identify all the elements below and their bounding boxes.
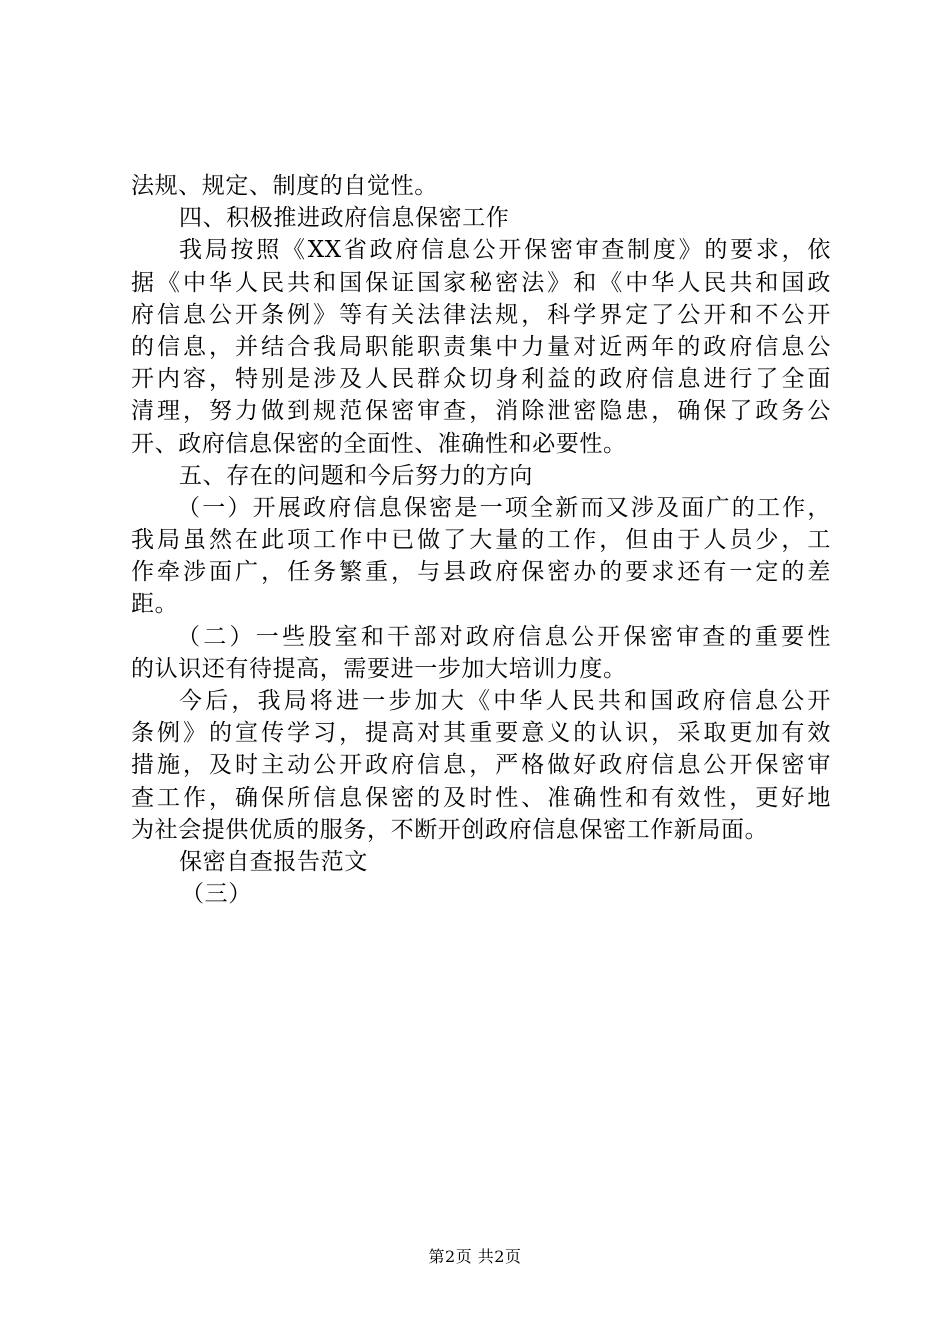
text-line: 作牵涉面广，任务繁重，与县政府保密办的要求还有一定的差 — [131, 559, 831, 586]
text-line: 为社会提供优质的服务，不断开创政府信息保密工作新局面。 — [131, 816, 769, 843]
text-line: 的认识还有待提高，需要进一步加大培训力度。 — [131, 655, 627, 682]
text-line: 距。 — [131, 591, 179, 618]
document-subtitle: （三） — [181, 881, 252, 908]
document-title: 保密自查报告范文 — [179, 848, 368, 875]
text-line: 今后，我局将进一步加大《中华人民共和国政府信息公开 — [179, 688, 831, 714]
text-line: 我局按照《XX省政府信息公开保密审查制度》的要求，依 — [179, 237, 831, 264]
text-line: 措施，及时主动公开政府信息，严格做好政府信息公开保密审 — [131, 752, 831, 779]
text-line: 开内容，特别是涉及人民群众切身利益的政府信息进行了全面 — [131, 366, 831, 393]
text-line: 的信息，并结合我局职能职责集中力量对近两年的政府信息公 — [131, 333, 831, 360]
text-line: （一）开展政府信息保密是一项全新而又涉及面广的工作， — [177, 494, 831, 521]
document-body — [131, 170, 831, 910]
text-line: 据《中华人民共和国保证国家秘密法》和《中华人民共和国政 — [131, 269, 831, 296]
text-line: 条例》的宣传学习，提高对其重要意义的认识，采取更加有效 — [131, 720, 831, 747]
text-line: （二）一些股室和干部对政府信息公开保密审查的重要性 — [177, 623, 831, 650]
text-line: 清理，努力做到规范保密审查，消除泄密隐患，确保了政务公 — [131, 398, 831, 425]
section-heading: 五、存在的问题和今后努力的方向 — [179, 462, 533, 489]
text-line: 法规、规定、制度的自觉性。 — [131, 173, 438, 199]
text-line: 我局虽然在此项工作中已做了大量的工作，但由于人员少，工 — [131, 527, 831, 554]
text-line: 府信息公开条例》等有关法律法规，科学界定了公开和不公开 — [131, 301, 831, 328]
section-heading: 四、积极推进政府信息保密工作 — [179, 205, 510, 232]
page-number: 第2页 共2页 — [428, 1247, 522, 1266]
text-line: 开、政府信息保密的全面性、准确性和必要性。 — [131, 430, 627, 457]
text-line: 查工作，确保所信息保密的及时性、准确性和有效性，更好地 — [131, 784, 831, 811]
